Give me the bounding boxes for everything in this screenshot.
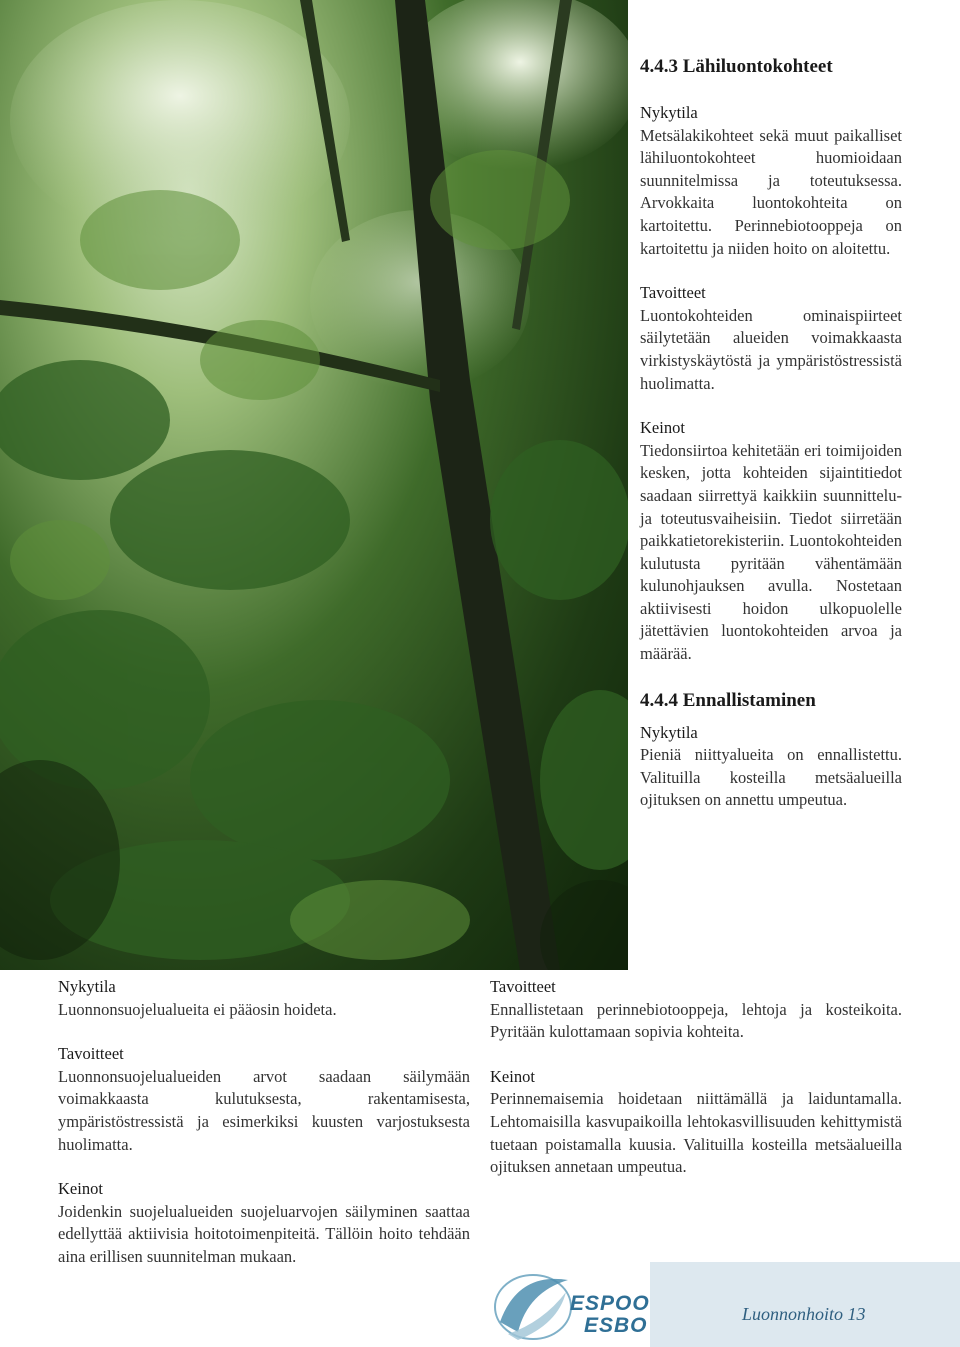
logo-text-espoo: ESPOO [570, 1292, 650, 1315]
nykytila-text: Metsälakikohteet sekä muut paikalliset lähiluontokohteet huomioidaan suunnitelmissa ja toteutuksessa. Arvokkaita luontokohteita on kartoitettu. Perinnebiotooppeja on kartoitettu ja niiden hoito on aloitettu. [640, 125, 902, 258]
spacer [490, 1044, 902, 1066]
spacer [640, 80, 902, 102]
right-column [640, 54, 902, 812]
page-footer-label: Luonnonhoito 13 [742, 1304, 866, 1324]
nykytila-text: Pieniä niittyalueita on ennallistettu. Valituilla kosteilla metsäalueilla ojituksen on annettu umpeutua. [640, 745, 902, 810]
logo-text-esbo: ESBO [584, 1314, 648, 1337]
keinot-label: Keinot [58, 1179, 103, 1199]
spacer [640, 260, 902, 282]
nykytila-label: Nykytila [640, 722, 698, 742]
bottom-left-column [58, 976, 470, 1269]
espoo-logo [488, 1262, 658, 1347]
tavoitteet-label: Tavoitteet [58, 1044, 124, 1064]
keinot-text: Tiedonsiirtoa kehitetään eri toimijoiden kesken, jotta kohteiden sijaintitiedot saadaan siirrettyä kaikkiin suunnittelu- ja toteutusvaiheisiin. Tiedot siirretään paikkatietorekisteriin. Luontokohteiden kulutusta pyritään vähentämään kulunohjauksen avulla. Nostetaan aktiivisesti hoidon ulkopuolelle jätettävien luontokohteiden arvoa ja määrää. [640, 440, 902, 664]
nykytila-label: Nykytila [640, 103, 698, 122]
tavoitteet-text: Luontokohteiden ominaispiirteet säilytetään alueiden voimakkaasta virkistyskäytöstä ja ympäristöstressistä huolimatta. [640, 305, 902, 393]
keinot-text: Joidenkin suojelualueiden suojeluarvojen säilyminen saattaa edellyttää aktiivisia hoitotoimenpiteitä. Tällöin hoito tehdään aina erillisen suunnitelman mukaan. [58, 1201, 470, 1266]
tavoitteet-text: Luonnonsuojelualueiden arvot saadaan säilymään voimakkaasta kulutuksesta, rakentamisesta, ympäristöstressistä ja esimerkiksi kuusten varjostuksesta huolimatta. [58, 1066, 470, 1154]
keinot-label: Keinot [640, 418, 685, 438]
spacer [58, 1156, 470, 1178]
forest-photo-illustration [0, 0, 628, 970]
spacer [58, 1021, 470, 1043]
tavoitteet-label: Tavoitteet [490, 977, 556, 996]
spacer [640, 666, 902, 688]
nykytila-label: Nykytila [58, 977, 116, 996]
nykytila-text: Luonnonsuojelualueita ei pääosin hoideta. [58, 999, 337, 1019]
forest-photo [0, 0, 628, 970]
keinot-text: Perinnemaisemia hoidetaan niittämällä ja laiduntamalla. Lehtomaisilla kasvupaikoilla lehtokasvillisuuden kehittymistä tuetaan poistamalla kuusia. Valituilla kosteilla metsäalueilla ojituksen annetaan umpeutua. [490, 1089, 902, 1177]
tavoitteet-label: Tavoitteet [640, 283, 706, 303]
section-heading-lahiluontokohteet: 4.4.3 Lähiluontokohteet [640, 56, 833, 77]
spacer [640, 395, 902, 417]
tavoitteet-text: Ennallistetaan perinnebiotooppeja, lehtoja ja kosteikoita. Pyritään kulottamaan sopivia kohteita. [490, 999, 902, 1042]
keinot-label: Keinot [490, 1066, 535, 1086]
spacer [640, 714, 902, 722]
section-heading-ennallistaminen: 4.4.4 Ennallistaminen [640, 689, 816, 711]
bottom-middle-column [490, 976, 902, 1179]
